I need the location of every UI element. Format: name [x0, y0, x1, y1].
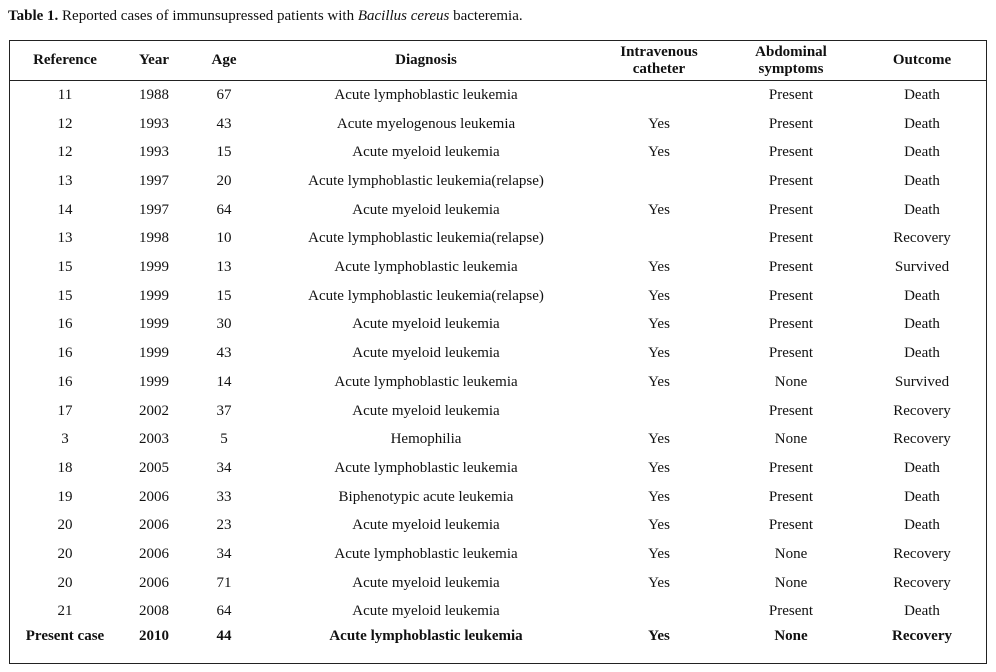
table-row: [10, 167, 986, 196]
cell-reference: 21: [57, 603, 73, 620]
cell-diagnosis: Acute myeloid leukemia: [352, 517, 500, 534]
cell-year: 2006: [139, 574, 169, 591]
cell-reference: 13: [57, 172, 73, 189]
table-caption: [8, 6, 523, 26]
cell-year: 2006: [139, 546, 169, 563]
cell-reference: 19: [57, 488, 73, 505]
header-age: Age: [211, 52, 237, 68]
table-row: [10, 138, 986, 167]
cell-age: 64: [216, 603, 232, 620]
cell-year: 2002: [139, 402, 169, 419]
cell-year: 1999: [139, 345, 169, 362]
cell-year: 1999: [139, 259, 169, 276]
table-row: [10, 425, 986, 454]
cell-diagnosis: Acute myeloid leukemia: [352, 316, 500, 333]
header-abdominal-symptoms: [726, 41, 856, 80]
cell-year: 1988: [139, 86, 169, 103]
cell-abdominal-symptoms: None: [774, 628, 808, 645]
table-row: [10, 339, 986, 368]
cell-diagnosis: Acute myeloid leukemia: [352, 603, 500, 620]
cell-outcome: Recovery: [892, 628, 952, 645]
cell-abdominal-symptoms: Present: [768, 459, 814, 476]
table-row-present-case: [10, 622, 986, 651]
cell-age: 15: [216, 287, 232, 304]
caption-text-after: bacteremia.: [449, 8, 523, 24]
cell-diagnosis: Acute lymphoblastic leukemia: [334, 259, 518, 276]
cell-intravenous-catheter: Yes: [648, 459, 670, 476]
cell-year: 1999: [139, 287, 169, 304]
table-row: [10, 110, 986, 139]
cell-age: 44: [216, 628, 232, 645]
cell-year: 1998: [139, 230, 169, 247]
cell-outcome: Death: [904, 603, 940, 620]
cell-intravenous-catheter: Yes: [648, 115, 670, 132]
cell-intravenous-catheter: Yes: [648, 287, 670, 304]
cell-year: 1993: [139, 144, 169, 161]
cell-diagnosis: Acute lymphoblastic leukemia(relapse): [308, 172, 544, 189]
cell-outcome: Death: [904, 345, 940, 362]
cell-reference: 11: [57, 86, 73, 103]
cell-age: 34: [216, 546, 232, 563]
cell-outcome: Survived: [894, 373, 950, 390]
cell-intravenous-catheter: Yes: [648, 373, 670, 390]
cell-diagnosis: Acute lymphoblastic leukemia: [334, 86, 518, 103]
case-table: [9, 40, 987, 664]
cell-reference: 15: [57, 259, 73, 276]
cell-abdominal-symptoms: Present: [768, 603, 814, 620]
cell-outcome: Recovery: [893, 574, 951, 591]
cell-intravenous-catheter: Yes: [648, 517, 670, 534]
caption-text-before: Reported cases of immunsupressed patients with: [58, 8, 358, 24]
cell-intravenous-catheter: [592, 167, 726, 196]
cell-age: 15: [216, 144, 232, 161]
cell-age: 34: [216, 459, 232, 476]
cell-year: 2010: [139, 628, 169, 645]
cell-intravenous-catheter: Yes: [648, 345, 670, 362]
cell-diagnosis: Acute myeloid leukemia: [352, 144, 500, 161]
cell-diagnosis: Acute lymphoblastic leukemia(relapse): [308, 230, 544, 247]
header-abd-line2: symptoms: [758, 60, 824, 77]
header-year: Year: [139, 52, 169, 68]
cell-outcome: Death: [904, 144, 940, 161]
cell-diagnosis: Acute lymphoblastic leukemia(relapse): [308, 287, 544, 304]
cell-age: 64: [216, 201, 232, 218]
cell-intravenous-catheter: Yes: [648, 546, 670, 563]
table-row: [10, 483, 986, 512]
cell-reference: 16: [57, 345, 73, 362]
cell-year: 1997: [139, 172, 169, 189]
cell-abdominal-symptoms: Present: [768, 316, 814, 333]
cell-reference: 15: [57, 287, 73, 304]
cell-abdominal-symptoms: Present: [768, 172, 814, 189]
cell-abdominal-symptoms: Present: [768, 86, 814, 103]
cell-age: 43: [216, 345, 232, 362]
cell-age: 67: [216, 86, 232, 103]
cell-diagnosis: Hemophilia: [390, 431, 462, 448]
cell-outcome: Death: [904, 488, 940, 505]
cell-diagnosis: Acute myelogenous leukemia: [336, 115, 516, 132]
table-row: [10, 540, 986, 569]
cell-age: 10: [216, 230, 232, 247]
cell-diagnosis: Acute myeloid leukemia: [352, 574, 500, 591]
cell-year: 2006: [139, 488, 169, 505]
cell-reference: 3: [61, 431, 69, 448]
cell-abdominal-symptoms: Present: [768, 402, 814, 419]
table-row: [10, 225, 986, 254]
cell-reference: 12: [57, 115, 73, 132]
table-row: [10, 569, 986, 598]
cell-intravenous-catheter: Yes: [648, 574, 670, 591]
cell-age: 20: [216, 172, 232, 189]
caption-organism: Bacillus cereus: [357, 8, 450, 24]
cell-intravenous-catheter: [592, 81, 726, 110]
cell-year: 1999: [139, 316, 169, 333]
cell-abdominal-symptoms: None: [774, 431, 808, 448]
cell-year: 2003: [139, 431, 169, 448]
cell-age: 37: [216, 402, 232, 419]
cell-diagnosis: Acute lymphoblastic leukemia: [334, 373, 518, 390]
cell-year: 2005: [139, 459, 169, 476]
cell-reference: Present case: [25, 628, 105, 645]
header-outcome: Outcome: [892, 52, 952, 68]
cell-outcome: Death: [904, 517, 940, 534]
cell-intravenous-catheter: Yes: [648, 259, 670, 276]
cell-outcome: Recovery: [893, 402, 951, 419]
cell-year: 1999: [139, 373, 169, 390]
cell-abdominal-symptoms: Present: [768, 287, 814, 304]
header-abd-line1: Abdominal: [755, 43, 827, 60]
cell-abdominal-symptoms: Present: [768, 230, 814, 247]
cell-intravenous-catheter: Yes: [648, 316, 670, 333]
cell-diagnosis: Acute myeloid leukemia: [352, 345, 500, 362]
cell-outcome: Recovery: [893, 230, 951, 247]
cell-reference: 20: [57, 546, 73, 563]
cell-diagnosis: Acute lymphoblastic leukemia: [329, 628, 523, 645]
cell-intravenous-catheter: [592, 225, 726, 254]
cell-year: 1993: [139, 115, 169, 132]
cell-age: 30: [216, 316, 232, 333]
cell-reference: 18: [57, 459, 73, 476]
cell-age: 43: [216, 115, 232, 132]
cell-abdominal-symptoms: Present: [768, 345, 814, 362]
cell-reference: 14: [57, 201, 73, 218]
header-reference: Reference: [33, 52, 97, 68]
cell-diagnosis: Biphenotypic acute leukemia: [338, 488, 514, 505]
cell-outcome: Survived: [894, 259, 950, 276]
cell-intravenous-catheter: Yes: [648, 144, 670, 161]
table-row: [10, 282, 986, 311]
cell-age: 5: [220, 431, 228, 448]
cell-abdominal-symptoms: Present: [768, 488, 814, 505]
cell-age: 23: [216, 517, 232, 534]
cell-outcome: Death: [904, 86, 940, 103]
cell-year: 2006: [139, 517, 169, 534]
cell-age: 71: [216, 574, 232, 591]
cell-reference: 20: [57, 517, 73, 534]
cell-reference: 13: [57, 230, 73, 247]
cell-outcome: Death: [904, 115, 940, 132]
cell-outcome: Death: [904, 287, 940, 304]
cell-outcome: Death: [904, 201, 940, 218]
cell-diagnosis: Acute myeloid leukemia: [352, 402, 500, 419]
table-row: [10, 196, 986, 225]
table-row: [10, 368, 986, 397]
cell-outcome: Recovery: [893, 431, 951, 448]
cell-intravenous-catheter: Yes: [648, 201, 670, 218]
table-row: [10, 311, 986, 340]
table-row: [10, 397, 986, 426]
cell-reference: 20: [57, 574, 73, 591]
cell-age: 13: [216, 259, 232, 276]
cell-abdominal-symptoms: Present: [768, 201, 814, 218]
cell-abdominal-symptoms: None: [774, 546, 808, 563]
cell-diagnosis: Acute myeloid leukemia: [352, 201, 500, 218]
cell-intravenous-catheter: Yes: [648, 488, 670, 505]
cell-diagnosis: Acute lymphoblastic leukemia: [334, 459, 518, 476]
cell-outcome: Death: [904, 172, 940, 189]
header-iv-line1: Intravenous: [620, 43, 698, 60]
table-row: [10, 512, 986, 541]
cell-abdominal-symptoms: Present: [768, 115, 814, 132]
table-row: [10, 253, 986, 282]
cell-diagnosis: Acute lymphoblastic leukemia: [334, 546, 518, 563]
cell-abdominal-symptoms: None: [774, 373, 808, 390]
header-intravenous-catheter: [592, 41, 726, 80]
cell-outcome: Death: [904, 459, 940, 476]
cell-age: 33: [216, 488, 232, 505]
cell-abdominal-symptoms: Present: [768, 144, 814, 161]
table-row: [10, 454, 986, 483]
cell-reference: 16: [57, 316, 73, 333]
cell-outcome: Death: [904, 316, 940, 333]
cell-reference: 12: [57, 144, 73, 161]
table-row: [10, 81, 986, 110]
cell-intravenous-catheter: Yes: [648, 628, 670, 645]
cell-age: 14: [216, 373, 232, 390]
cell-year: 1997: [139, 201, 169, 218]
cell-year: 2008: [139, 603, 169, 620]
cell-abdominal-symptoms: None: [774, 574, 808, 591]
cell-intravenous-catheter: [592, 397, 726, 426]
header-diagnosis: Diagnosis: [395, 52, 457, 68]
cell-abdominal-symptoms: Present: [768, 259, 814, 276]
header-iv-line2: catheter: [632, 60, 686, 77]
cell-reference: 17: [57, 402, 73, 419]
cell-intravenous-catheter: Yes: [648, 431, 670, 448]
table-label: Table 1.: [8, 8, 59, 24]
cell-abdominal-symptoms: Present: [768, 517, 814, 534]
cell-reference: 16: [57, 373, 73, 390]
cell-outcome: Recovery: [893, 546, 951, 563]
